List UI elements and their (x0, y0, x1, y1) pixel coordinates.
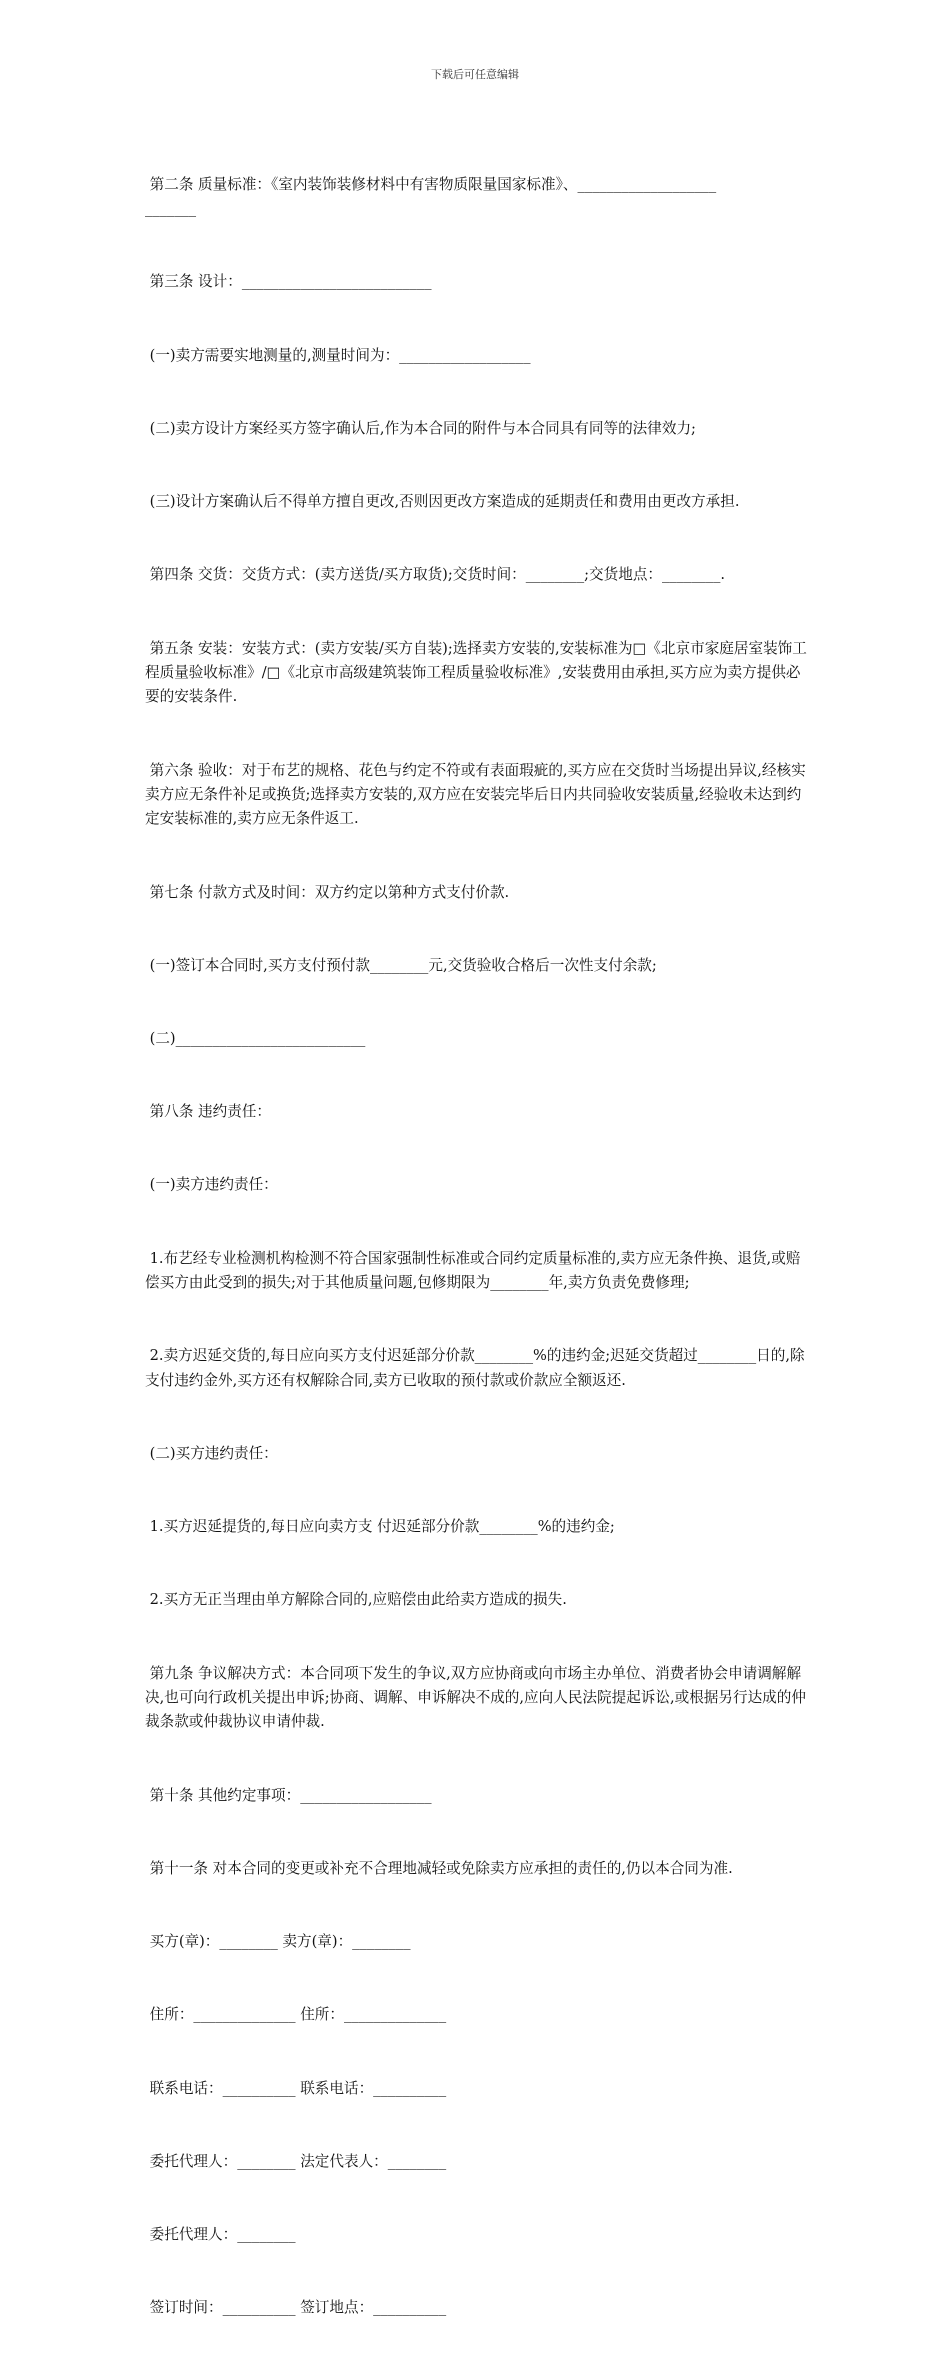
clause-3-design: 第三条 设计：__________________________ (145, 273, 432, 291)
clause-7-item-1: (一)签订本合同时,买方支付预付款________元,交货验收合格后一次性支付余款; (145, 956, 657, 974)
clause-7-payment: 第七条 付款方式及时间：双方约定以第种方式支付价款. (145, 883, 510, 901)
clause-4-delivery: 第四条 交货：交货方式：(卖方送货/买方取货);交货时间：________;交货地点：________. (145, 566, 726, 584)
signature-phone-line: 联系电话：__________ 联系电话：__________ (145, 2079, 447, 2097)
clause-3-item-2: (二)卖方设计方案经买方签字确认后,作为本合同的附件与本合同具有同等的法律效力; (145, 419, 696, 437)
clause-8-liability: 第八条 违约责任： (145, 1103, 272, 1121)
clause-2-quality: 第二条 质量标准：《室内装饰装修材料中有害物质限量国家标准》、___________________ _______ (145, 175, 717, 218)
signature-address-line: 住所：______________ 住所：______________ (145, 2006, 447, 2024)
clause-3-item-3: (三)设计方案确认后不得单方擅自更改,否则因更改方案造成的延期责任和费用由更改方承担. (145, 493, 740, 511)
clause-6-acceptance: 第六条 验收：对于布艺的规格、花色与约定不符或有表面瑕疵的,买方应在交货时当场提出异议,经核实卖方应无条件补足或换货;选择卖方安装的,双方应在安装完毕后日内共同验收安装质量,经验收未达到约定安装标准的,卖方应无条件返工. (145, 761, 806, 828)
clause-9-dispute: 第九条 争议解决方式：本合同项下发生的争议,双方应协商或向市场主办单位、消费者协会申请调解解决,也可向行政机关提出申诉;协商、调解、申诉解决不成的,应向人民法院提起诉讼,或根据另行达成的仲裁条款或仲裁协议申请仲裁. (145, 1664, 806, 1731)
signature-agent-line-2: 委托代理人：________ (145, 2225, 296, 2243)
clause-11-amendment: 第十一条 对本合同的变更或补充不合理地减轻或免除卖方应承担的责任的,仍以本合同为准. (145, 1859, 733, 1877)
clause-3-item-1: (一)卖方需要实地测量的,测量时间为：__________________ (145, 346, 531, 364)
signature-date-place-line: 签订时间：__________ 签订地点：__________ (145, 2299, 447, 2317)
signature-seal-line: 买方(章)：________ 卖方(章)：________ (145, 1933, 411, 1951)
signature-agent-line: 委托代理人：________ 法定代表人：________ (145, 2152, 447, 2170)
seller-liability-2: 2.卖方迟延交货的,每日应向买方支付迟延部分价款________%的违约金;迟延交货超过________日的,除支付违约金外,买方还有权解除合同,卖方已收取的预付款或价款应全额返还. (145, 1347, 805, 1389)
clause-7-item-2: (二)__________________________ (145, 1030, 366, 1048)
page-header: 下载后可任意编辑 (431, 68, 519, 81)
buyer-liability-2: 2.买方无正当理由单方解除合同的,应赔偿由此给卖方造成的损失. (145, 1591, 567, 1609)
clause-5-installation: 第五条 安装：安装方式：(卖方安装/买方自装);选择卖方安装的,安装标准为□《北京市家庭居室装饰工程质量验收标准》/□《北京市高级建筑装饰工程质量验收标准》,安装费用由承担,买方应为卖方提供必要的安装条件. (145, 639, 807, 706)
clause-10-other: 第十条 其他约定事项：__________________ (145, 1786, 432, 1804)
seller-liability-heading: (一)卖方违约责任： (145, 1176, 278, 1194)
buyer-liability-heading: (二)买方违约责任： (145, 1444, 278, 1462)
seller-liability-1: 1.布艺经专业检测机构检测不符合国家强制性标准或合同约定质量标准的,卖方应无条件换、退货,或赔偿买方由此受到的损失;对于其他质量问题,包修期限为________年,卖方负责免费修理; (145, 1249, 801, 1292)
buyer-liability-1: 1.买方迟延提货的,每日应向卖方支 付迟延部分价款________%的违约金; (145, 1518, 615, 1536)
contract-body (145, 124, 810, 2369)
